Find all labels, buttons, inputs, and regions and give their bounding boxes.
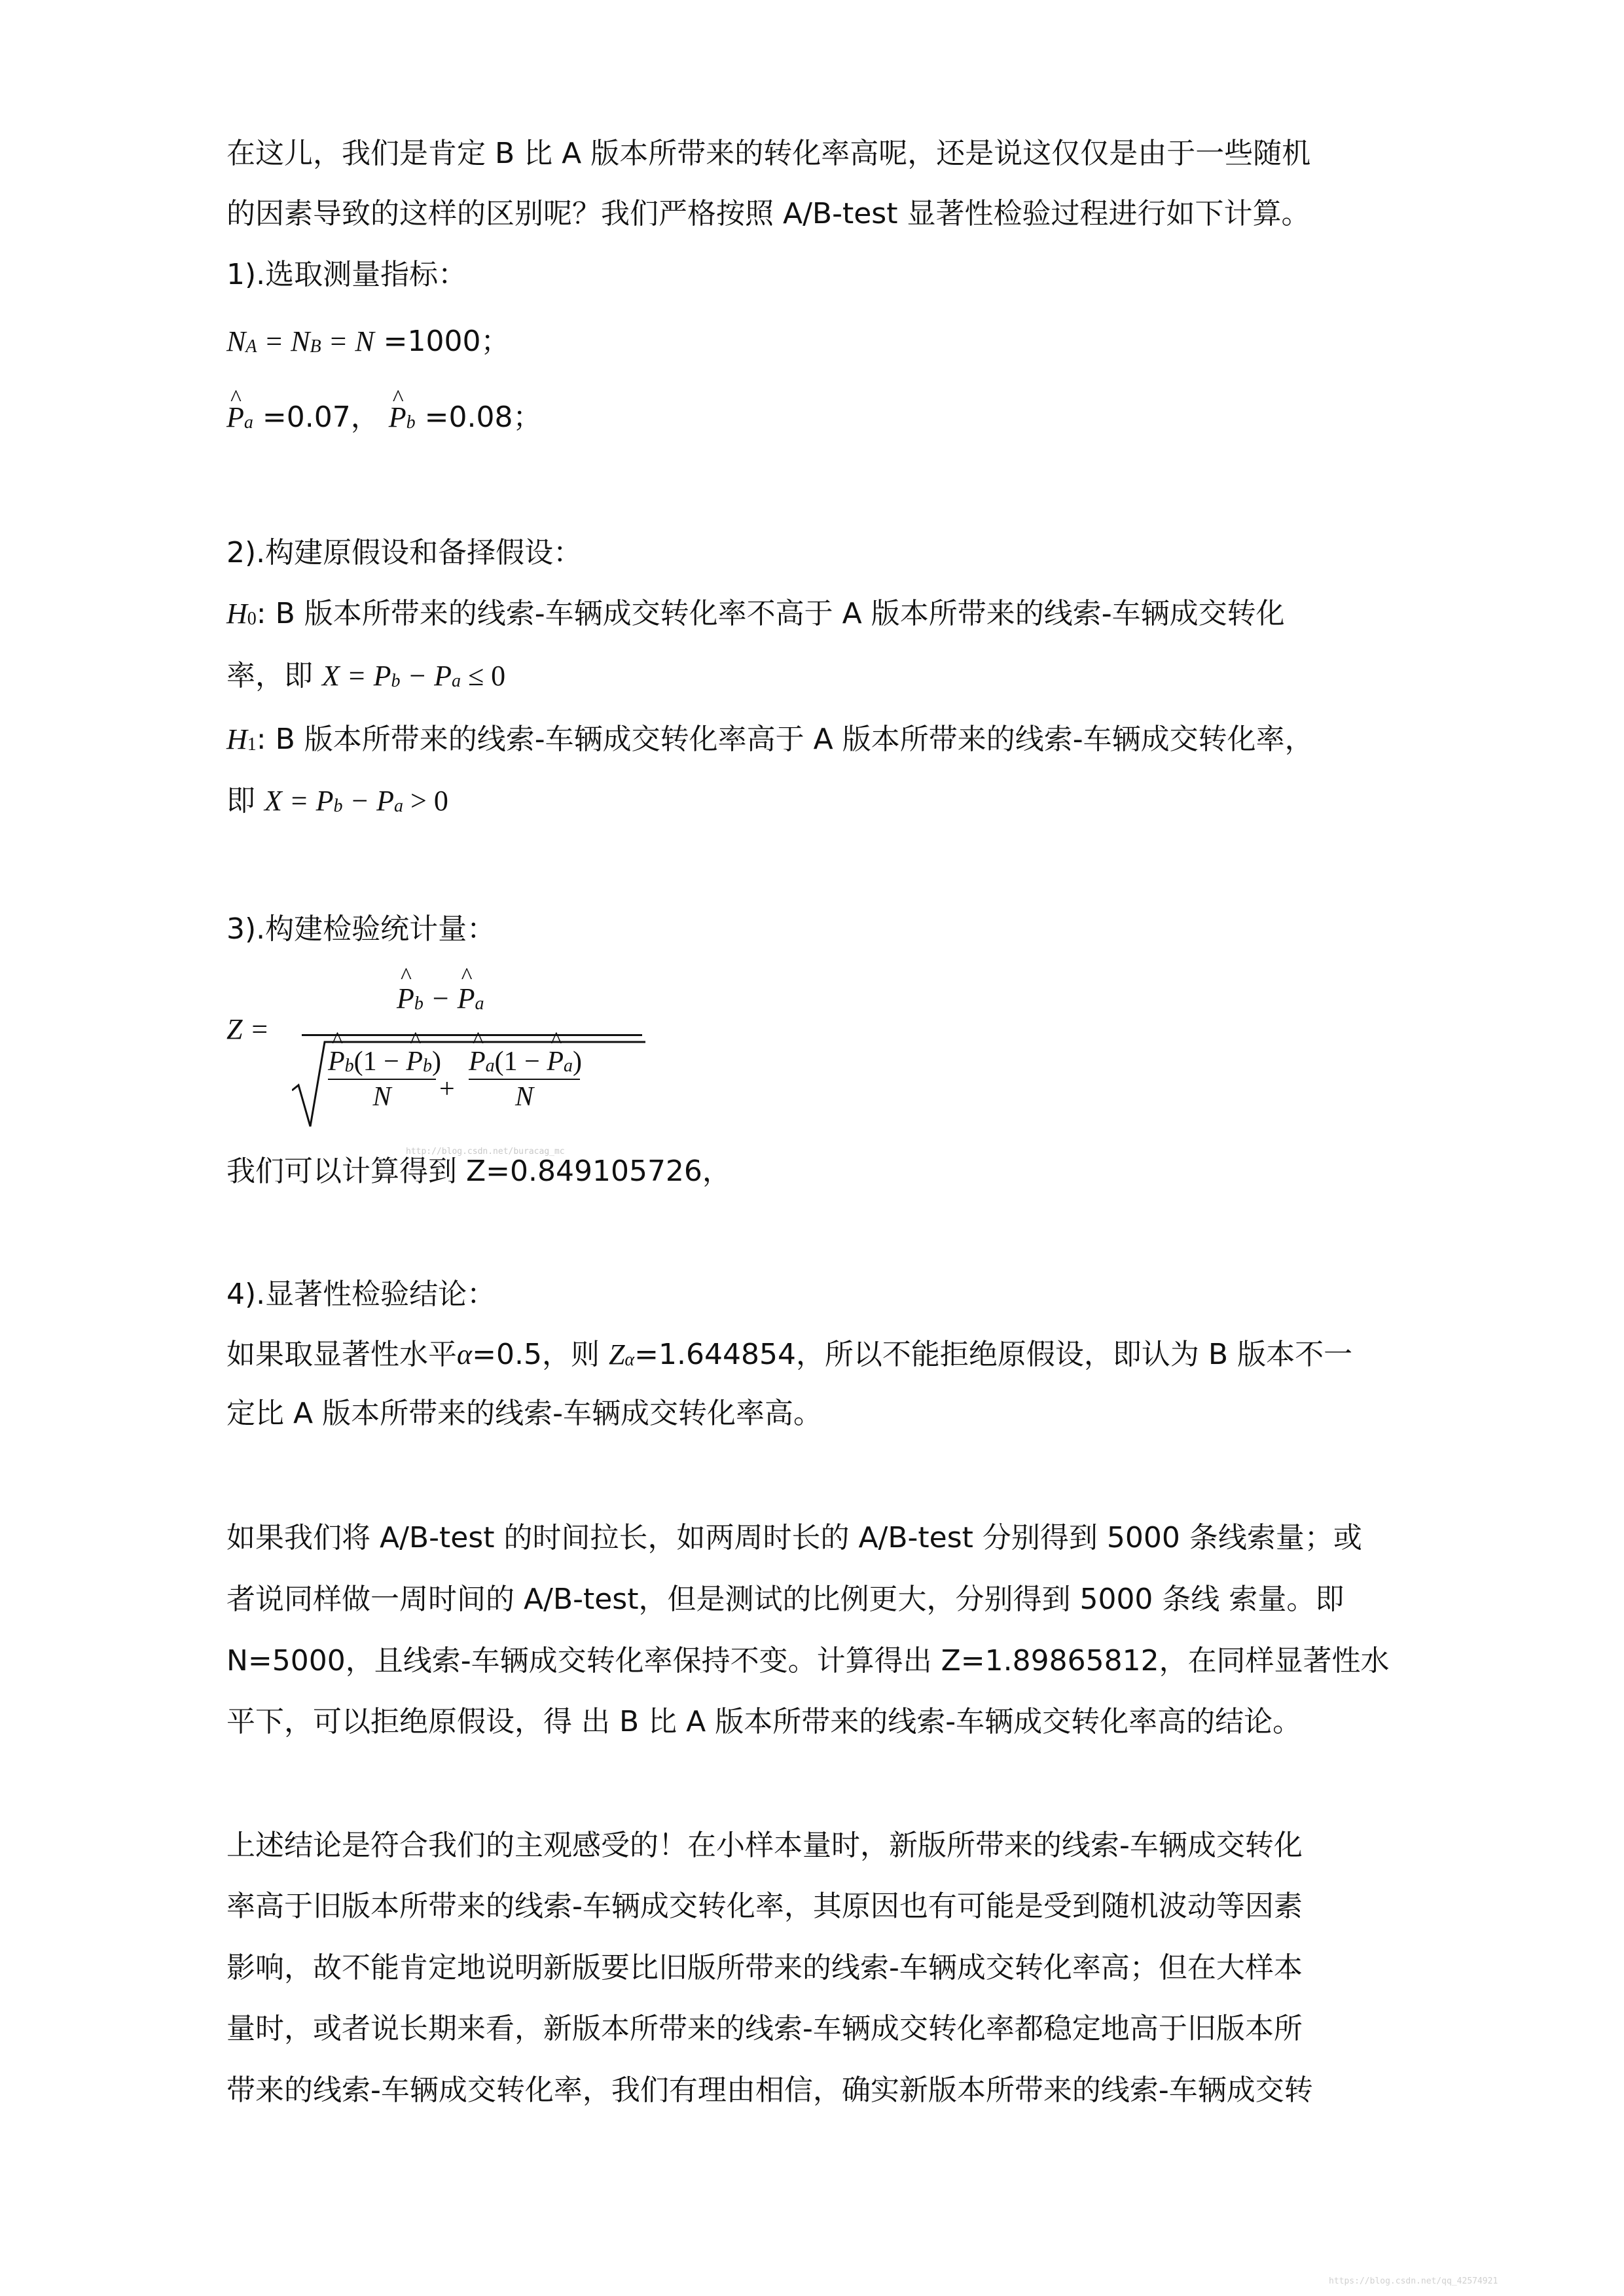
summary-line-4: 量时，或者说长期来看，新版本所带来的线索-车辆成交转化率都稳定地高于旧版本所 (226, 2012, 1303, 2045)
math-expression: ^ Pa(1 − ^ Pa) N (469, 1046, 580, 1113)
math-expression: H0 (226, 598, 257, 630)
summary-line-5: 带来的线索-车辆成交转化率，我们有理由相信，确实新版本所带来的线索-车辆成交转 (226, 2073, 1313, 2107)
z-result: 我们可以计算得到 Z=0.849105726， (226, 1155, 731, 1188)
math-expression: Zα (608, 1338, 635, 1371)
section4-heading: 4).显著性检验结论： (226, 1278, 496, 1311)
conclusion-line-1 (226, 1335, 1352, 1380)
extended-line-3: N=5000，且线索-车辆成交转化率保持不变。计算得出 Z=1.89865812，在同样显著性水 (226, 1644, 1390, 1677)
math-expression: ^ Pb(1 − ^ Pb) N (328, 1046, 436, 1113)
rate-estimates: ^ Pa =0.07， ^ Pb =0.08； (226, 398, 541, 442)
summary-line-1: 上述结论是符合我们的主观感受的！在小样本量时，新版所带来的线索-车辆成交转化 (226, 1829, 1303, 1862)
intro-line-2: 的因素导致的这样的区别呢？我们严格按照 A/B-test 显著性检验过程进行如下计算。 (226, 197, 1310, 230)
math-expression: ^ Pb − ^ Pa (397, 982, 484, 1015)
h0-prefix: 率，即 (226, 659, 322, 692)
h0-line-1 (226, 594, 1285, 639)
math-expression: ^ P (226, 398, 244, 437)
conclusion-text-a: 如果取显著性水平 (226, 1338, 457, 1371)
extended-line-2: 者说同样做一周时间的 A/B-test，但是测试的比例更大，分别得到 5000 条线 索量。即 (226, 1583, 1344, 1616)
extended-line-4: 平下，可以拒绝原假设，得 出 B 比 A 版本所带来的线索-车辆成交转化率高的结论。 (226, 1705, 1302, 1738)
fraction-bar (302, 1034, 642, 1036)
alpha-value: =0.5，则 (472, 1338, 609, 1371)
section2-heading: 2).构建原假设和备择假设： (226, 536, 583, 569)
conclusion-line-2: 定比 A 版本所带来的线索-车辆成交转化率高。 (226, 1397, 822, 1430)
extended-line-1: 如果我们将 A/B-test 的时间拉长，如两周时长的 A/B-test 分别得到 5000 条线索量；或 (226, 1521, 1362, 1554)
math-expression: Z = (226, 1013, 270, 1045)
math-expression: NA = NB = N (226, 325, 374, 357)
math-expression: α (457, 1338, 473, 1371)
h1-text: : B 版本所带来的线索-车辆成交转化率高于 A 版本所带来的线索-车辆成交转化率， (256, 723, 1314, 756)
section1-heading: 1).选取测量指标： (226, 258, 467, 291)
summary-line-3: 影响，故不能肯定地说明新版要比旧版所带来的线索-车辆成交转化率高；但在大样本 (226, 1951, 1303, 1984)
h0-text: : B 版本所带来的线索-车辆成交转化率不高于 A 版本所带来的线索-车辆成交转化 (256, 597, 1285, 630)
summary-line-2: 率高于旧版本所带来的线索-车辆成交转化率，其原因也有可能是受到随机波动等因素 (226, 1890, 1303, 1923)
watermark: http://blog.csdn.net/buracag_mc (406, 1147, 565, 1157)
h0-line-2 (226, 656, 505, 701)
math-expression: H1 (226, 723, 257, 755)
math-expression: + (439, 1074, 455, 1104)
pa-value: =0.07， (262, 401, 380, 434)
footer-watermark: https://blog.csdn.net/qq_42574921 (1329, 2276, 1498, 2286)
math-expression: X = Pb − Pa ≤ 0 (322, 660, 506, 692)
h1-line-1 (226, 720, 1314, 764)
pb-value: =0.08； (424, 401, 542, 434)
z-alpha-value: =1.644854，所以不能拒绝原假设，即认为 B 版本不一 (634, 1338, 1353, 1371)
h1-line-2 (226, 781, 448, 826)
sample-size-equation (226, 322, 510, 367)
math-expression: ^ P (389, 398, 406, 437)
z-statistic-formula (226, 982, 645, 1132)
intro-line-1: 在这儿，我们是肯定 B 比 A 版本所带来的转化率高呢，还是说这仅仅是由于一些随机 (226, 137, 1311, 170)
math-expression: X = Pb − Pa > 0 (264, 785, 448, 817)
section3-heading: 3).构建检验统计量： (226, 912, 496, 946)
h1-prefix: 即 (226, 784, 264, 817)
sample-size-value: =1000； (383, 325, 510, 358)
